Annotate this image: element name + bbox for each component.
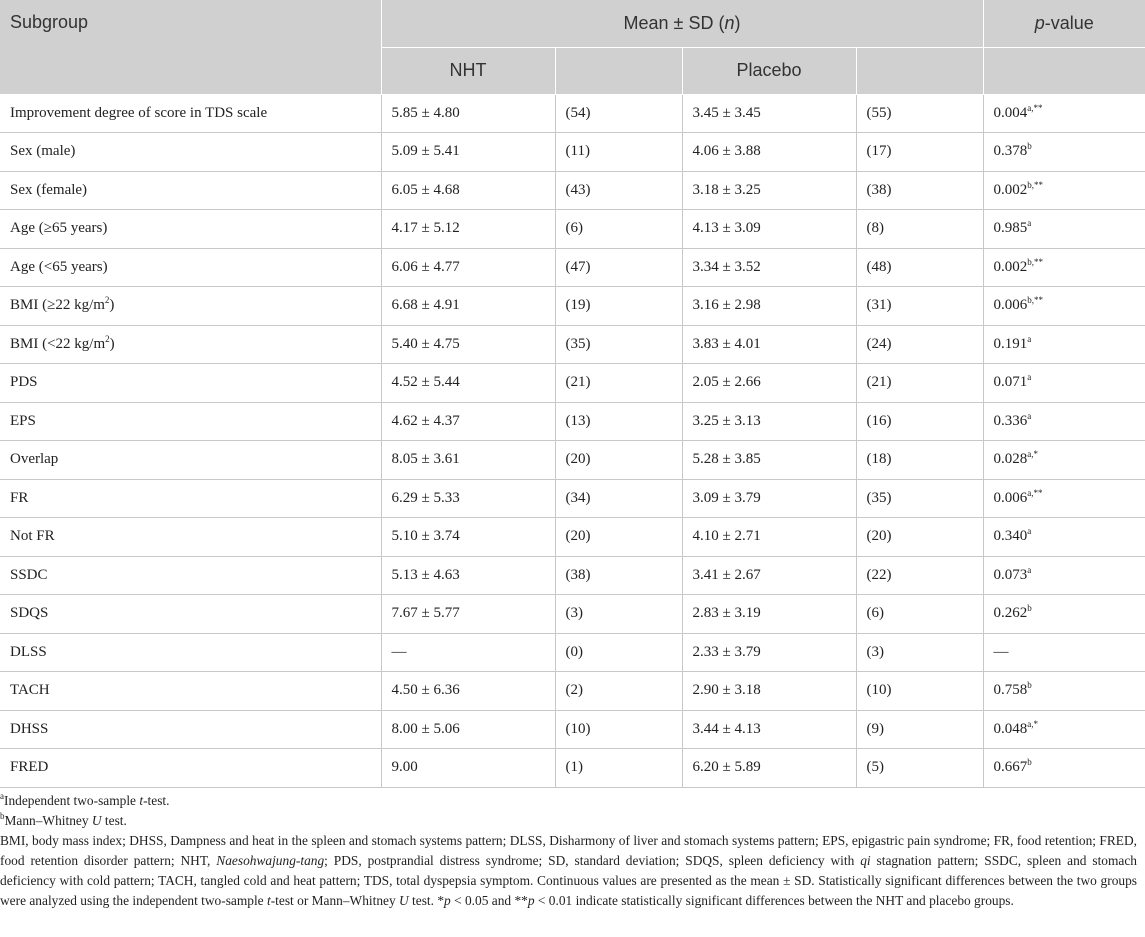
- nht-mean-cell: 4.50 ± 6.36: [381, 672, 555, 711]
- p-value-cell: $0.006^{a,**}$: [983, 479, 1145, 518]
- nht-mean-cell: 6.29 ± 5.33: [381, 479, 555, 518]
- nht-n-cell: (38): [555, 556, 682, 595]
- placebo-n-cell: (55): [856, 94, 983, 133]
- footnote-abbreviations: BMI, body mass index; DHSS, Dampness and heat in the spleen and stomach systems pattern; DLSS, Disharmony of liver and stomach systems pattern; EPS, epigastric pain syndrome; FR, food retention; FRED, food retention disorder pattern; NHT, Naesohwajung-tang; PDS, postprandial distress syndrome; SD, standard deviation; SDQS, spleen deficiency with qi stagnation pattern; SSDC, spleen and stomach deficiency with cold pattern; TACH, tangled cold and heat pattern; TDS, total dyspepsia symptom. Continuous values are presented as the mean ± SD. Statistically significant differences between the two groups were analyzed using the independent two-sample t-test or Mann–Whitney U test. *p < 0.05 and **p < 0.01 indicate statistically significant differences between the NHT and placebo groups.: [0, 833, 1137, 908]
- p-value-cell: 0.667$^b$: [983, 749, 1145, 788]
- placebo-mean-cell: 3.16 ± 2.98: [682, 287, 856, 326]
- table-row: [0, 749, 1145, 788]
- placebo-n-cell: (21): [856, 364, 983, 403]
- table-body: [0, 94, 1145, 787]
- nht-mean-cell: 5.40 ± 4.75: [381, 325, 555, 364]
- placebo-n-cell: (35): [856, 479, 983, 518]
- nht-mean-cell: 9.00: [381, 749, 555, 788]
- subgroup-header: Subgroup: [0, 0, 381, 94]
- placebo-n-cell: (17): [856, 133, 983, 172]
- placebo-mean-cell: 3.18 ± 3.25: [682, 171, 856, 210]
- table-row: [0, 94, 1145, 133]
- placebo-mean-cell: 3.25 ± 3.13: [682, 402, 856, 441]
- placebo-n-cell: (8): [856, 210, 983, 249]
- placebo-mean-cell: 3.34 ± 3.52: [682, 248, 856, 287]
- table-row: [0, 441, 1145, 480]
- nht-n-cell: (20): [555, 518, 682, 557]
- nht-n-cell: (2): [555, 672, 682, 711]
- p-value-cell: $0.006^{b,**}$: [983, 287, 1145, 326]
- nht-n-cell: (43): [555, 171, 682, 210]
- nht-n-cell: (47): [555, 248, 682, 287]
- placebo-n-cell: (16): [856, 402, 983, 441]
- nht-mean-cell: 5.85 ± 4.80: [381, 94, 555, 133]
- placebo-mean-cell: 5.28 ± 3.85: [682, 441, 856, 480]
- placebo-n-cell: (6): [856, 595, 983, 634]
- nht-n-cell: (20): [555, 441, 682, 480]
- footnote-a: $^a$Independent two-sample t-test.: [0, 791, 170, 808]
- placebo-mean-cell: 2.05 ± 2.66: [682, 364, 856, 403]
- nht-mean-cell: 5.10 ± 3.74: [381, 518, 555, 557]
- subgroup-cell: PDS: [0, 364, 381, 403]
- subgroup-cell: BMI (<22 $kg/m^2$): [0, 325, 381, 364]
- subgroup-cell: Sex (female): [0, 171, 381, 210]
- nht-n-cell: (1): [555, 749, 682, 788]
- header-row-1: [0, 0, 1145, 47]
- nht-n-cell: (6): [555, 210, 682, 249]
- subgroup-cell: Overlap: [0, 441, 381, 480]
- placebo-mean-cell: 3.45 ± 3.45: [682, 94, 856, 133]
- nht-mean-cell: 5.13 ± 4.63: [381, 556, 555, 595]
- placebo-mean-cell: 6.20 ± 5.89: [682, 749, 856, 788]
- placebo-n-cell: (9): [856, 710, 983, 749]
- nht-mean-cell: 8.00 ± 5.06: [381, 710, 555, 749]
- nht-mean-cell: 6.68 ± 4.91: [381, 287, 555, 326]
- subgroup-cell: SSDC: [0, 556, 381, 595]
- table-row: [0, 325, 1145, 364]
- p-value-cell: —: [983, 633, 1145, 672]
- subgroup-cell: BMI (≥22 $kg/m^2$): [0, 287, 381, 326]
- placebo-mean-cell: 2.33 ± 3.79: [682, 633, 856, 672]
- placebo-mean-cell: 3.41 ± 2.67: [682, 556, 856, 595]
- p-value-cell: $0.002^{b,**}$: [983, 171, 1145, 210]
- p-value-cell: 0.262$^b$: [983, 595, 1145, 634]
- placebo-n-cell: (18): [856, 441, 983, 480]
- table-row: [0, 595, 1145, 634]
- table-row: [0, 171, 1145, 210]
- subgroup-cell: Sex (male): [0, 133, 381, 172]
- nht-mean-cell: 4.52 ± 5.44: [381, 364, 555, 403]
- placebo-n-cell: (48): [856, 248, 983, 287]
- p-value-cell: 0.073$^a$: [983, 556, 1145, 595]
- table-row: [0, 248, 1145, 287]
- nht-mean-cell: 6.06 ± 4.77: [381, 248, 555, 287]
- placebo-header: Placebo: [682, 47, 856, 94]
- subgroup-cell: Not FR: [0, 518, 381, 557]
- p-value-cell: $0.028^{a,*}$: [983, 441, 1145, 480]
- nht-n-cell: (0): [555, 633, 682, 672]
- nht-mean-cell: —: [381, 633, 555, 672]
- placebo-n-cell: (3): [856, 633, 983, 672]
- nht-n-cell: (11): [555, 133, 682, 172]
- nht-mean-cell: 5.09 ± 5.41: [381, 133, 555, 172]
- subgroup-cell: FR: [0, 479, 381, 518]
- nht-n-cell: (19): [555, 287, 682, 326]
- placebo-mean-cell: 4.06 ± 3.88: [682, 133, 856, 172]
- subgroup-cell: Improvement degree of score in TDS scale: [0, 94, 381, 133]
- subgroup-cell: EPS: [0, 402, 381, 441]
- nht-n-cell: (35): [555, 325, 682, 364]
- p-blank-header: [983, 47, 1145, 94]
- nht-header: NHT: [381, 47, 555, 94]
- placebo-mean-cell: 2.83 ± 3.19: [682, 595, 856, 634]
- p-value-cell: 0.758$^b$: [983, 672, 1145, 711]
- placebo-n-cell: (22): [856, 556, 983, 595]
- table-row: [0, 710, 1145, 749]
- nht-n-cell: (34): [555, 479, 682, 518]
- nht-n-cell: (54): [555, 94, 682, 133]
- nht-mean-cell: 7.67 ± 5.77: [381, 595, 555, 634]
- p-value-header: p-value: [983, 0, 1145, 47]
- placebo-mean-cell: 4.10 ± 2.71: [682, 518, 856, 557]
- subgroup-cell: Age (≥65 years): [0, 210, 381, 249]
- table-row: [0, 402, 1145, 441]
- subgroup-cell: DHSS: [0, 710, 381, 749]
- placebo-mean-cell: 3.09 ± 3.79: [682, 479, 856, 518]
- p-value-cell: 0.071$^a$: [983, 364, 1145, 403]
- subgroup-cell: TACH: [0, 672, 381, 711]
- p-value-cell: $0.002^{b,**}$: [983, 248, 1145, 287]
- p-value-cell: 0.336$^a$: [983, 402, 1145, 441]
- table-row: [0, 364, 1145, 403]
- placebo-n-cell: (24): [856, 325, 983, 364]
- nht-mean-cell: 8.05 ± 3.61: [381, 441, 555, 480]
- p-value-cell: 0.985$^a$: [983, 210, 1145, 249]
- nht-n-cell: (10): [555, 710, 682, 749]
- nht-n-cell: (21): [555, 364, 682, 403]
- table-row: [0, 287, 1145, 326]
- nht-mean-cell: 4.17 ± 5.12: [381, 210, 555, 249]
- placebo-n-cell: (20): [856, 518, 983, 557]
- table-row: [0, 133, 1145, 172]
- p-value-cell: 0.191$^a$: [983, 325, 1145, 364]
- nht-n-header: [555, 47, 682, 94]
- table-row: [0, 210, 1145, 249]
- p-value-cell: 0.340$^a$: [983, 518, 1145, 557]
- table-row: [0, 556, 1145, 595]
- nht-mean-cell: 6.05 ± 4.68: [381, 171, 555, 210]
- placebo-n-cell: (31): [856, 287, 983, 326]
- footnotes: [0, 791, 1137, 911]
- footnote-b: $^b$Mann–Whitney U test.: [0, 811, 127, 828]
- placebo-mean-cell: 3.44 ± 4.13: [682, 710, 856, 749]
- p-value-cell: $0.004^{a,**}$: [983, 94, 1145, 133]
- table-row: [0, 479, 1145, 518]
- placebo-mean-cell: 3.83 ± 4.01: [682, 325, 856, 364]
- nht-mean-cell: 4.62 ± 4.37: [381, 402, 555, 441]
- table-row: [0, 518, 1145, 557]
- subgroup-cell: DLSS: [0, 633, 381, 672]
- subgroup-cell: SDQS: [0, 595, 381, 634]
- placebo-mean-cell: 2.90 ± 3.18: [682, 672, 856, 711]
- p-value-cell: 0.378$^b$: [983, 133, 1145, 172]
- p-value-cell: $0.048^{a,*}$: [983, 710, 1145, 749]
- placebo-mean-cell: 4.13 ± 3.09: [682, 210, 856, 249]
- subgroup-cell: Age (<65 years): [0, 248, 381, 287]
- placebo-n-cell: (10): [856, 672, 983, 711]
- mean-sd-header: Mean ± SD (n): [381, 0, 983, 47]
- nht-n-cell: (3): [555, 595, 682, 634]
- placebo-n-cell: (5): [856, 749, 983, 788]
- table-row: [0, 633, 1145, 672]
- subgroup-cell: FRED: [0, 749, 381, 788]
- table-row: [0, 672, 1145, 711]
- nht-n-cell: (13): [555, 402, 682, 441]
- placebo-n-header: [856, 47, 983, 94]
- placebo-n-cell: (38): [856, 171, 983, 210]
